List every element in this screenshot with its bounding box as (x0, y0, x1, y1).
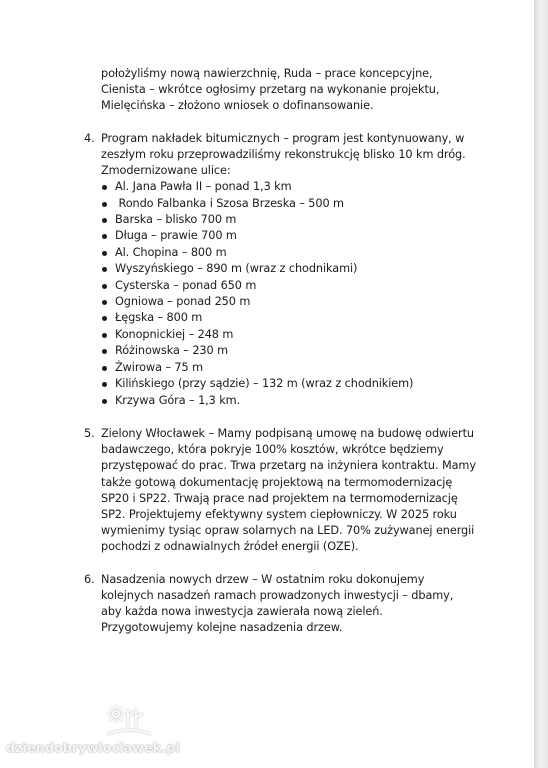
list-item-5 (84, 426, 476, 556)
list-item-6 (84, 572, 476, 637)
street-label: Rondo Falbanka i Szosa Brzeska – 500 m (115, 196, 344, 210)
street-label: Konopnickiej – 248 m (115, 327, 234, 341)
street-item (101, 294, 476, 310)
bullet-icon (102, 399, 107, 404)
street-item (101, 261, 476, 277)
continuation-paragraph: położyliśmy nową nawierzchnię, Ruda – prace koncepcyjne, Cienista – wkrótce ogłosimy przetarg na wykonanie projektu, Mielęcińska – złożono wniosek o dofinansowanie. (101, 67, 440, 113)
street-item (101, 278, 476, 294)
bullet-icon (102, 284, 107, 289)
bullet-icon (102, 251, 107, 256)
street-item (101, 196, 476, 212)
watermark-logo-icon (106, 704, 152, 740)
street-item (101, 376, 476, 392)
page-edge-shadow (534, 0, 548, 768)
item-text: Nasadzenia nowych drzew – W ostatnim roku dokonujemy kolejnych nasadzeń ramach prowadzonych inwestycji – dbamy, aby każda nowa inwestycja zawierała nową zieleń. Przygotowujemy kolejne nasadzenia drzew. (101, 572, 454, 635)
list-item-4 (84, 131, 476, 409)
bullet-icon (102, 300, 107, 305)
streets-list (101, 179, 476, 409)
street-label: Al. Jana Pawła II – ponad 1,3 km (115, 180, 292, 194)
bullet-icon (102, 349, 107, 354)
street-label: Długa – prawie 700 m (115, 229, 237, 243)
street-label: Łęgska – 800 m (115, 311, 203, 325)
street-label: Żwirowa – 75 m (115, 360, 203, 374)
street-label: Krzywa Góra – 1,3 km. (115, 393, 241, 407)
bullet-icon (102, 234, 107, 239)
street-item (101, 327, 476, 343)
street-item (101, 228, 476, 244)
bullet-icon (102, 316, 107, 321)
street-label: Barska – blisko 700 m (115, 213, 237, 227)
bullet-icon (102, 382, 107, 387)
street-item (101, 212, 476, 228)
street-item (101, 343, 476, 359)
item-number: 6. (84, 572, 95, 586)
street-label: Kilińskiego (przy sądzie) – 132 m (wraz z chodnikiem) (115, 377, 414, 391)
street-item (101, 310, 476, 326)
bullet-icon (102, 366, 107, 371)
street-item (101, 179, 476, 195)
item-number: 5. (84, 426, 95, 440)
street-label: Wyszyńskiego – 890 m (wraz z chodnikami) (115, 262, 358, 276)
street-label: Różinowska – 230 m (115, 344, 228, 358)
street-label: Al. Chopina – 800 m (115, 245, 227, 259)
street-item (101, 360, 476, 376)
street-label: Ogniowa – ponad 250 m (115, 295, 251, 309)
bullet-icon (102, 202, 107, 207)
street-item (101, 393, 476, 409)
document-content (84, 66, 476, 636)
bullet-icon (102, 185, 107, 190)
watermark-text: dziendobrywloclawek.pl (6, 740, 180, 755)
item-number: 4. (84, 131, 95, 145)
street-label: Cysterska – ponad 650 m (115, 278, 257, 292)
street-item (101, 245, 476, 261)
bullet-icon (102, 267, 107, 272)
item-text: Program nakładek bitumicznych – program jest kontynuowany, w zeszłym roku przeprowadziliśmy rekonstrukcję blisko 10 km dróg. Zmodernizowane ulice: (101, 131, 466, 178)
item-text: Zielony Włocławek – Mamy podpisaną umowę na budowę odwiertu badawczego, która pokryje 100% kosztów, wkrótce będziemy przystępować do prac. Trwa przetarg na inżyniera kontraktu. Mamy także gotową dokumentację projektową na termomodernizację SP20 i SP22. Trwają prace nad projektem na termomodernizację SP2. Projektujemy efektywny system ciepłowniczy. W 2025 roku wymienimy tysiąc opraw solarnych na LED. 70% zużywanej energii pochodzi z odnawialnych źródeł energii (OZE). (101, 426, 476, 554)
bullet-icon (102, 333, 107, 338)
bullet-icon (102, 218, 107, 223)
